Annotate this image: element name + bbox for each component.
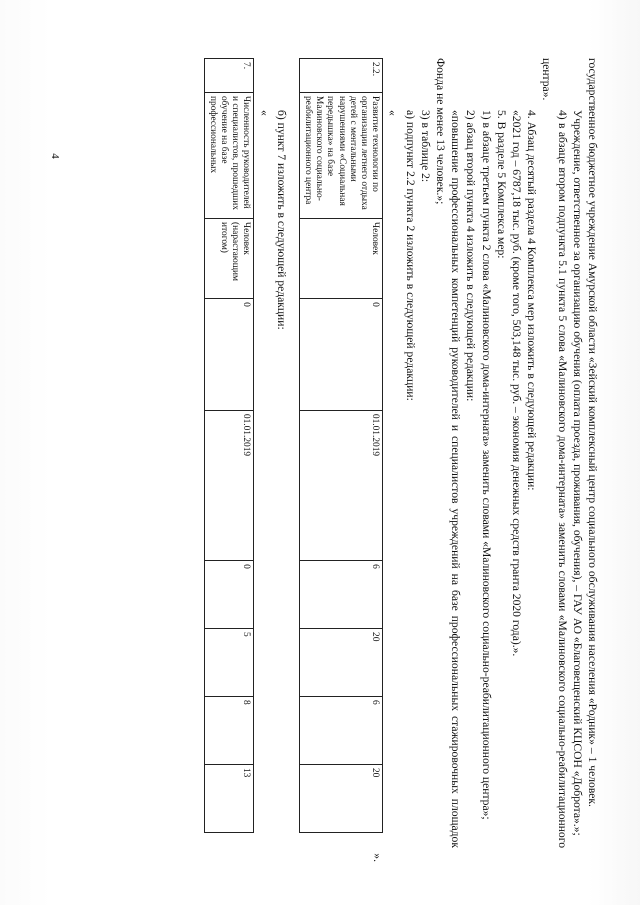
quote-close-1: ». xyxy=(371,853,385,862)
cell-value-4: 20 xyxy=(299,764,382,832)
table-item-7 xyxy=(204,58,255,833)
paragraph-12: б) пункт 7 изложить в следующей редакции: xyxy=(274,110,288,330)
page-number: 4 xyxy=(48,153,61,159)
paragraph-4: 4. Абзац десятый раздела 4 Комплекса мер изложить в следующей редакции: xyxy=(525,110,539,491)
cell-base-value: 0 xyxy=(299,299,382,411)
document-body xyxy=(60,58,600,862)
table-row xyxy=(299,59,382,833)
cell-value-3: 8 xyxy=(204,697,254,765)
paragraph-2: Учреждение, ответственное за организацию обучения (оплата проезда, проживания, обучения), – ГАУ АО «Благовещенский КЦСОН «Доброта».»; xyxy=(570,110,584,836)
paragraph-11: а) подпункт 2.2 пункта 2 изложить в следующей редакции: xyxy=(403,110,417,401)
cell-number: 7. xyxy=(204,59,254,93)
paragraph-10: 3) в таблице 2: xyxy=(418,110,432,183)
table-item-2-2 xyxy=(299,58,383,833)
quote-open-2: « xyxy=(257,110,271,116)
paragraph-8: 2) абзац второй пункта 4 изложить в следующей редакции: xyxy=(464,110,478,402)
paragraph-7: 1) в абзаце третьем пункта 2 слова «Малиновского дома-интерната» заменить словами «Малиновского социально-реабилитационного центра»; xyxy=(479,110,493,820)
cell-unit: Человек xyxy=(299,219,382,299)
cell-value-1: 0 xyxy=(204,561,254,629)
quote-open-1: « xyxy=(386,110,400,116)
cell-name: Численность руководителей и специалистов, прошедших обучение на базе профессиональных xyxy=(204,92,254,218)
cell-value-2: 20 xyxy=(299,629,382,697)
cell-unit: Человек (нарастающим итогом) xyxy=(204,219,254,299)
cell-value-3: 6 xyxy=(299,697,382,765)
cell-number: 2.2. xyxy=(299,59,382,93)
cell-date: 01.01.2019 xyxy=(204,410,254,560)
paragraph-5: «2021 год – 6787,18 тыс. руб. (кроме того, 503,148 тыс. руб. – экономия денежных средств гранта 2020 года).». xyxy=(509,110,523,657)
cell-base-value: 0 xyxy=(204,299,254,411)
paragraph-6: 5. В разделе 5 Комплекса мер: xyxy=(494,110,508,259)
cell-date: 01.01.2019 xyxy=(299,410,382,560)
paragraph-3: 4) в абзаце втором подпункта 5.1 пункта 5 слова «Малиновского дома-интерната» заменить словами «Малиновского социально-реабилитационного центра». xyxy=(540,58,569,848)
paragraph-1: государственное бюджетное учреждение Амурской области «Зейский комплексный центр социального обслуживания населения «Родник» – 1 человек. xyxy=(586,58,599,807)
table-row xyxy=(204,59,254,833)
cell-name: Развитие технологии по организации летнего отдыха детей с ментальными нарушениями «Социальная передышка» на базе Малиновского социально-реабилитационного центра xyxy=(299,92,382,218)
cell-value-1: 6 xyxy=(299,561,382,629)
cell-value-4: 13 xyxy=(204,764,254,832)
cell-value-2: 5 xyxy=(204,629,254,697)
paragraph-9: «повышение профессиональных компетенций руководителей и специалистов учреждений на базе профессиональных стажировочных площадок Фонда не менее 13 человек.»; xyxy=(433,58,463,848)
